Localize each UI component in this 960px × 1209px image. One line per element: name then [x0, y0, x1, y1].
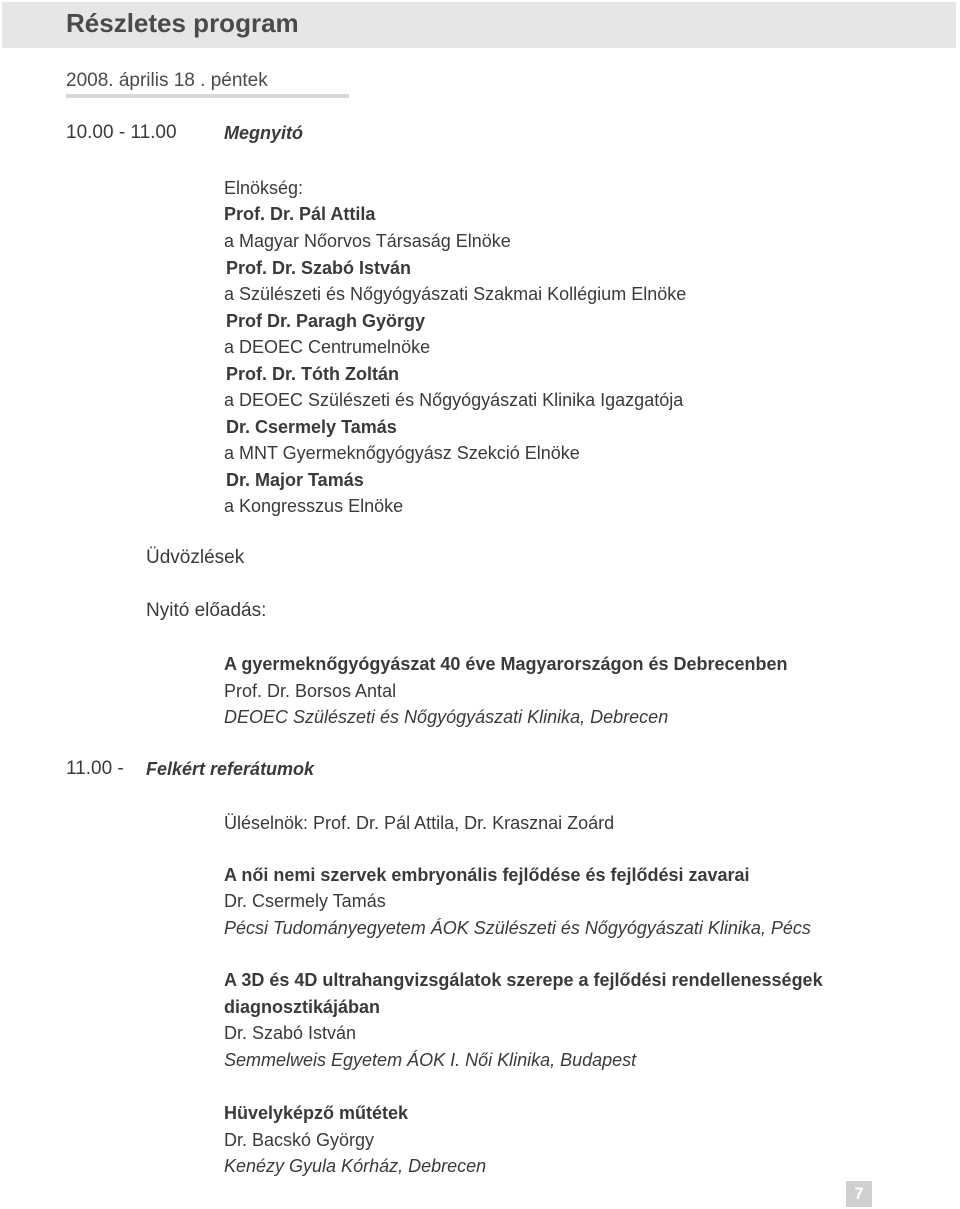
- presidium-label: Elnökség:: [224, 178, 304, 198]
- opening-lecture-label: Nyitó előadás:: [146, 600, 267, 621]
- opening-time: 10.00 - 11.00: [66, 122, 177, 143]
- lecture-title: A gyermeknőgyógyászat 40 éve Magyarországon és Debrecenben: [224, 654, 788, 674]
- greetings-label: Üdvözlések: [146, 547, 245, 568]
- presidium-role: a MNT Gyermeknőgyógyász Szekció Elnöke: [224, 443, 580, 463]
- talk-title: A 3D és 4D ultrahangvizsgálatok szerepe a fejlődési rendellenességek: [224, 970, 823, 990]
- session-chairs: Üléselnök: Prof. Dr. Pál Attila, Dr. Krasznai Zoárd: [224, 813, 615, 833]
- presidium-name: Prof. Dr. Pál Attila: [224, 204, 376, 224]
- date-underline: [66, 94, 349, 98]
- talk-affiliation: Semmelweis Egyetem ÁOK I. Női Klinika, Budapest: [224, 1050, 637, 1070]
- talk-title: Hüvelyképző műtétek: [224, 1103, 409, 1123]
- page-title: Részletes program: [66, 8, 299, 38]
- presidium-name: Prof. Dr. Szabó István: [226, 258, 412, 278]
- talk-title: A női nemi szervek embryonális fejlődése és fejlődési zavarai: [224, 865, 750, 885]
- talk-speaker: Dr. Szabó István: [224, 1023, 357, 1043]
- lecture-affiliation: DEOEC Szülészeti és Nőgyógyászati Klinika, Debrecen: [224, 707, 669, 727]
- session-time: 11.00 -: [66, 758, 124, 779]
- presidium-role: a Kongresszus Elnöke: [224, 496, 404, 516]
- presidium-role: a DEOEC Szülészeti és Nőgyógyászati Klinika Igazgatója: [224, 390, 684, 410]
- presidium-name: Dr. Major Tamás: [226, 470, 364, 490]
- presidium-name: Prof. Dr. Tóth Zoltán: [226, 364, 399, 384]
- presidium-role: a Szülészeti és Nőgyógyászati Szakmai Kollégium Elnöke: [224, 284, 687, 304]
- lecture-speaker: Prof. Dr. Borsos Antal: [224, 681, 397, 701]
- presidium-role: a Magyar Nőorvos Társaság Elnöke: [224, 231, 511, 251]
- talk-speaker: Dr. Bacskó György: [224, 1130, 375, 1150]
- talk-affiliation: Pécsi Tudományegyetem ÁOK Szülészeti és Nőgyógyászati Klinika, Pécs: [224, 918, 811, 938]
- talk-speaker: Dr. Csermely Tamás: [224, 891, 386, 911]
- presidium-role: a DEOEC Centrumelnöke: [224, 337, 431, 357]
- program-date: 2008. április 18 . péntek: [66, 70, 268, 91]
- presidium-name: Dr. Csermely Tamás: [226, 417, 397, 437]
- page-number: 7: [846, 1181, 872, 1207]
- session-title: Felkért referátumok: [146, 759, 315, 779]
- presidium-name: Prof Dr. Paragh György: [226, 311, 426, 331]
- talk-affiliation: Kenézy Gyula Kórház, Debrecen: [224, 1156, 487, 1176]
- talk-title-continued: diagnosztikájában: [224, 997, 381, 1017]
- opening-title: Megnyitó: [224, 123, 303, 143]
